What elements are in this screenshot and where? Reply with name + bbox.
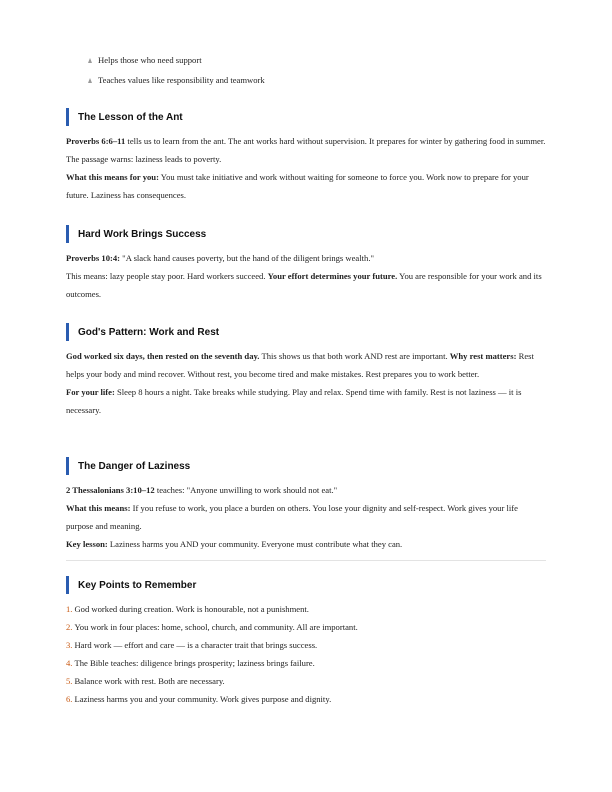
section-heading	[66, 323, 546, 341]
paragraph: This means: lazy people stay poor. Hard workers succeed. Your effort determines your future. You are responsible for your work and its outcomes.	[66, 271, 542, 299]
section-key-points	[66, 576, 546, 708]
paragraph: Proverbs 6:6–11 tells us to learn from the ant. The ant works hard without supervision. It prepares for winter by gathering food in summer. The passage warns: laziness leads to poverty.	[66, 136, 546, 164]
paragraph: What this means: If you refuse to work, you place a burden on others. You lose your dignity and self-respect. Work gives your life purpose and meaning.	[66, 503, 518, 531]
paragraph: 2 Thessalonians 3:10–12 teaches: "Anyone unwilling to work should not eat."	[66, 485, 338, 495]
scripture-reference: Proverbs 10:4:	[66, 253, 121, 263]
list-item	[88, 50, 265, 70]
paragraph: Proverbs 10:4: "A slack hand causes poverty, but the hand of the diligent brings wealth."	[66, 253, 374, 263]
section-heading	[66, 225, 546, 243]
scripture-reference: Proverbs 6:6–11	[66, 136, 126, 146]
heading-text: The Danger of Laziness	[78, 460, 191, 472]
list-item: 4. The Bible teaches: diligence brings prosperity; laziness brings failure.	[66, 654, 546, 672]
bullet-text: Teaches values like responsibility and teamwork	[98, 75, 265, 85]
bullet-text: Helps those who need support	[98, 55, 202, 65]
item-number: 3.	[66, 640, 73, 650]
heading-accent-bar	[66, 108, 69, 126]
emphasis-label: What this means for you:	[66, 172, 159, 182]
heading-accent-bar	[66, 576, 69, 594]
list-item: 5. Balance work with rest. Both are necessary.	[66, 672, 546, 690]
triangle-bullet-icon	[88, 78, 92, 83]
bullet-list	[88, 50, 265, 90]
section-laziness	[66, 457, 546, 553]
section-hard-work	[66, 225, 546, 303]
section-heading	[66, 576, 546, 594]
heading-accent-bar	[66, 457, 69, 475]
heading-text: God's Pattern: Work and Rest	[78, 326, 220, 338]
item-number: 2.	[66, 622, 73, 632]
emphasis-label: What this means:	[66, 503, 131, 513]
heading-text: The Lesson of the Ant	[78, 111, 183, 123]
paragraph: For your life: Sleep 8 hours a night. Take breaks while studying. Play and relax. Spend time with family. Rest is not laziness — it is necessary.	[66, 387, 522, 415]
list-item	[88, 70, 265, 90]
heading-text: Key Points to Remember	[78, 579, 197, 591]
section-heading	[66, 108, 546, 126]
emphasis-label: For your life:	[66, 387, 115, 397]
triangle-bullet-icon	[88, 58, 92, 63]
paragraph: Key lesson: Laziness harms you AND your community. Everyone must contribute what they can.	[66, 539, 403, 549]
section-work-rest	[66, 323, 546, 419]
heading-accent-bar	[66, 323, 69, 341]
list-item: 6. Laziness harms you and your community. Work gives purpose and dignity.	[66, 690, 546, 708]
paragraph: What this means for you: You must take initiative and work without waiting for someone to force you. Work now to prepare for your future. Laziness has consequences.	[66, 172, 529, 200]
paragraph: God worked six days, then rested on the seventh day. This shows us that both work AND rest are important. Why rest matters: Rest helps your body and mind recover. Without rest, you become tired and make mistakes. Rest prepares you to work better.	[66, 351, 534, 379]
numbered-list	[66, 600, 546, 708]
item-number: 4.	[66, 658, 73, 668]
emphasis-label: Key lesson:	[66, 539, 108, 549]
item-number: 1.	[66, 604, 73, 614]
heading-text: Hard Work Brings Success	[78, 228, 207, 240]
scripture-reference: 2 Thessalonians 3:10–12	[66, 485, 155, 495]
list-item: 2. You work in four places: home, school, church, and community. All are important.	[66, 618, 546, 636]
section-heading	[66, 457, 546, 475]
list-item: 1. God worked during creation. Work is honourable, not a punishment.	[66, 600, 546, 618]
item-number: 6.	[66, 694, 73, 704]
heading-accent-bar	[66, 225, 69, 243]
section-divider	[66, 560, 546, 561]
section-ant	[66, 108, 546, 204]
list-item: 3. Hard work — effort and care — is a character trait that brings success.	[66, 636, 546, 654]
item-number: 5.	[66, 676, 73, 686]
